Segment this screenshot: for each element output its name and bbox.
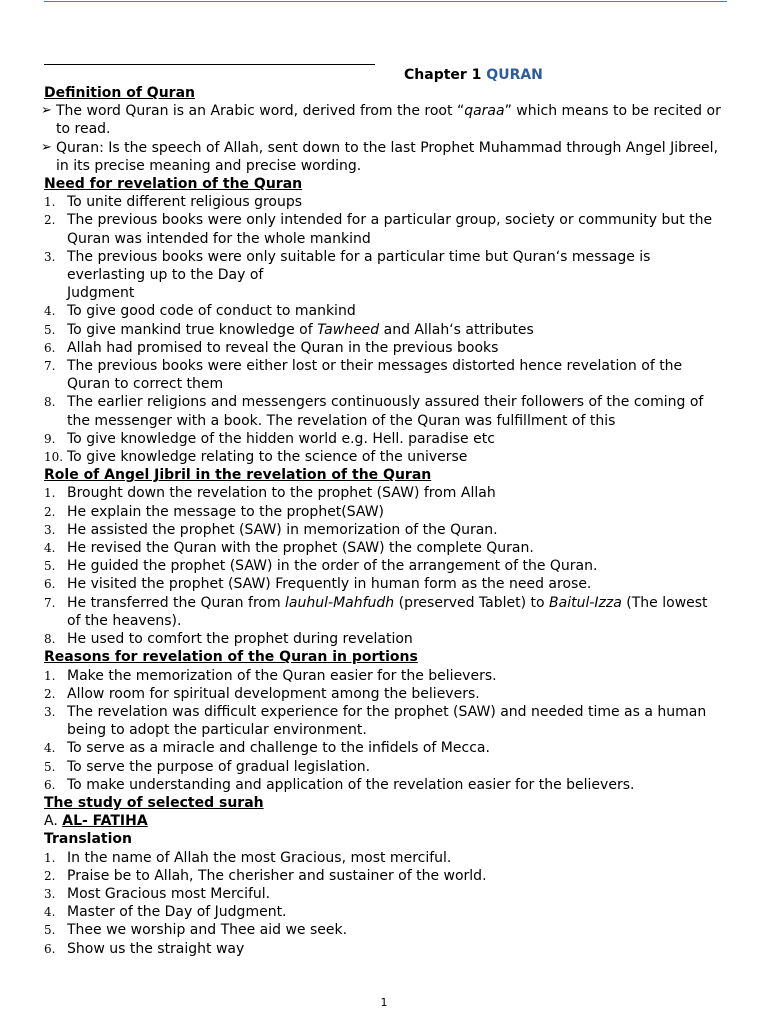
list-item: 5. He guided the prophet (SAW) in the order of the arrangement of the Quran.: [44, 558, 598, 575]
list-item: 2. Praise be to Allah, The cherisher and sustainer of the world.: [44, 867, 487, 884]
bullet-text: The word Quran is an Arabic word, derived from the root “: [56, 103, 465, 120]
list-item: 1. In the name of Allah the most Gracious, most merciful.: [44, 849, 452, 866]
title-underline-rule: [44, 64, 375, 65]
definition-bullet: [41, 139, 724, 175]
role-heading: Role of Angel Jibril in the revelation of the Quran: [44, 467, 432, 484]
list-item: 6. To make understanding and application of the revelation easier for the believers.: [44, 776, 635, 793]
list-item: 3. The previous books were only suitable for a particular time but Quran‘s message is everlasting up to the Day of Judgment: [44, 248, 651, 302]
list-item: 2. He explain the message to the prophet(SAW): [44, 503, 385, 520]
list-item: 5. To give mankind true knowledge of Tawheed and Allah‘s attributes: [44, 321, 534, 338]
list-item: 3. Most Gracious most Merciful.: [44, 885, 271, 902]
list-item: 2. Allow room for spiritual development among the believers.: [44, 685, 480, 702]
list-item: 2. The previous books were only intended for a particular group, society or community but the Quran was intended for the whole mankind: [44, 212, 713, 247]
chapter-prefix: Chapter 1: [404, 67, 482, 83]
document-body: [41, 84, 724, 958]
page-number: 1: [380, 996, 388, 1009]
list-item: 1. Brought down the revelation to the prophet (SAW) from Allah: [44, 485, 496, 502]
list-item: 5. Thee we worship and Thee aid we seek.: [44, 922, 348, 939]
list-item: 3. He assisted the prophet (SAW) in memorization of the Quran.: [44, 521, 498, 538]
chapter-name: QURAN: [486, 67, 543, 83]
list-item: 6. Show us the straight way: [44, 940, 245, 957]
bullet-text: Quran: Is the speech of Allah, sent down to the last Prophet Muhammad through Angel Jibreel, in its precise meaning and precise wording.: [56, 139, 719, 174]
surah-title: A. AL- FATIHA: [44, 813, 148, 830]
list-item: 1. To unite different religious groups: [44, 194, 303, 211]
list-item: 7. The previous books were either lost or their messages distorted hence revelation of the Quran to correct them: [44, 358, 683, 393]
list-item: 3. The revelation was difficult experience for the prophet (SAW) and needed time as a human being to adopt the particular environment.: [44, 703, 707, 739]
chapter-title: [404, 66, 543, 84]
list-item: 4. He revised the Quran with the prophet (SAW) the complete Quran.: [44, 540, 534, 557]
definition-heading: Definition of Quran: [44, 85, 195, 101]
list-item: 10. To give knowledge relating to the science of the universe: [44, 449, 468, 466]
arrow-bullet-icon: ➢: [41, 103, 52, 119]
list-item: 6. Allah had promised to reveal the Quran in the previous books: [44, 339, 499, 356]
bullet-italic: qaraa: [464, 103, 505, 120]
list-item: 7. He transferred the Quran from lauhul-Mahfudh (preserved Tablet) to Baitul-Izza (The lowest of the heavens).: [44, 594, 708, 629]
study-heading: The study of selected surah: [44, 794, 264, 811]
list-item: 9. To give knowledge of the hidden world e.g. Hell. paradise etc: [44, 430, 495, 447]
list-item: 4. Master of the Day of Judgment.: [44, 904, 287, 921]
list-item: 8. He used to comfort the prophet during revelation: [44, 631, 413, 648]
definition-bullet: [41, 102, 724, 138]
list-item: 4. To give good code of conduct to mankind: [44, 303, 356, 320]
header-rule: [44, 1, 727, 2]
arrow-bullet-icon: ➢: [41, 139, 52, 155]
bullet-text: ” which means to be recited or to read.: [56, 103, 721, 138]
reasons-heading: Reasons for revelation of the Quran in portions: [44, 649, 418, 666]
surah-name: AL- FATIHA: [62, 813, 148, 830]
need-heading: Need for revelation of the Quran: [44, 176, 303, 193]
list-item: 6. He visited the prophet (SAW) Frequently in human form as the need arose.: [44, 576, 592, 593]
translation-heading: Translation: [44, 831, 132, 848]
list-item: 4. To serve as a miracle and challenge to the infidels of Mecca.: [44, 740, 490, 757]
list-item: 8. The earlier religions and messengers continuously assured their followers of the coming of the messenger with a book. The revelation of the Quran was fulfillment of this: [44, 394, 704, 429]
list-item: 5. To serve the purpose of gradual legislation.: [44, 758, 371, 775]
list-item: 1. Make the memorization of the Quran easier for the believers.: [44, 667, 497, 684]
